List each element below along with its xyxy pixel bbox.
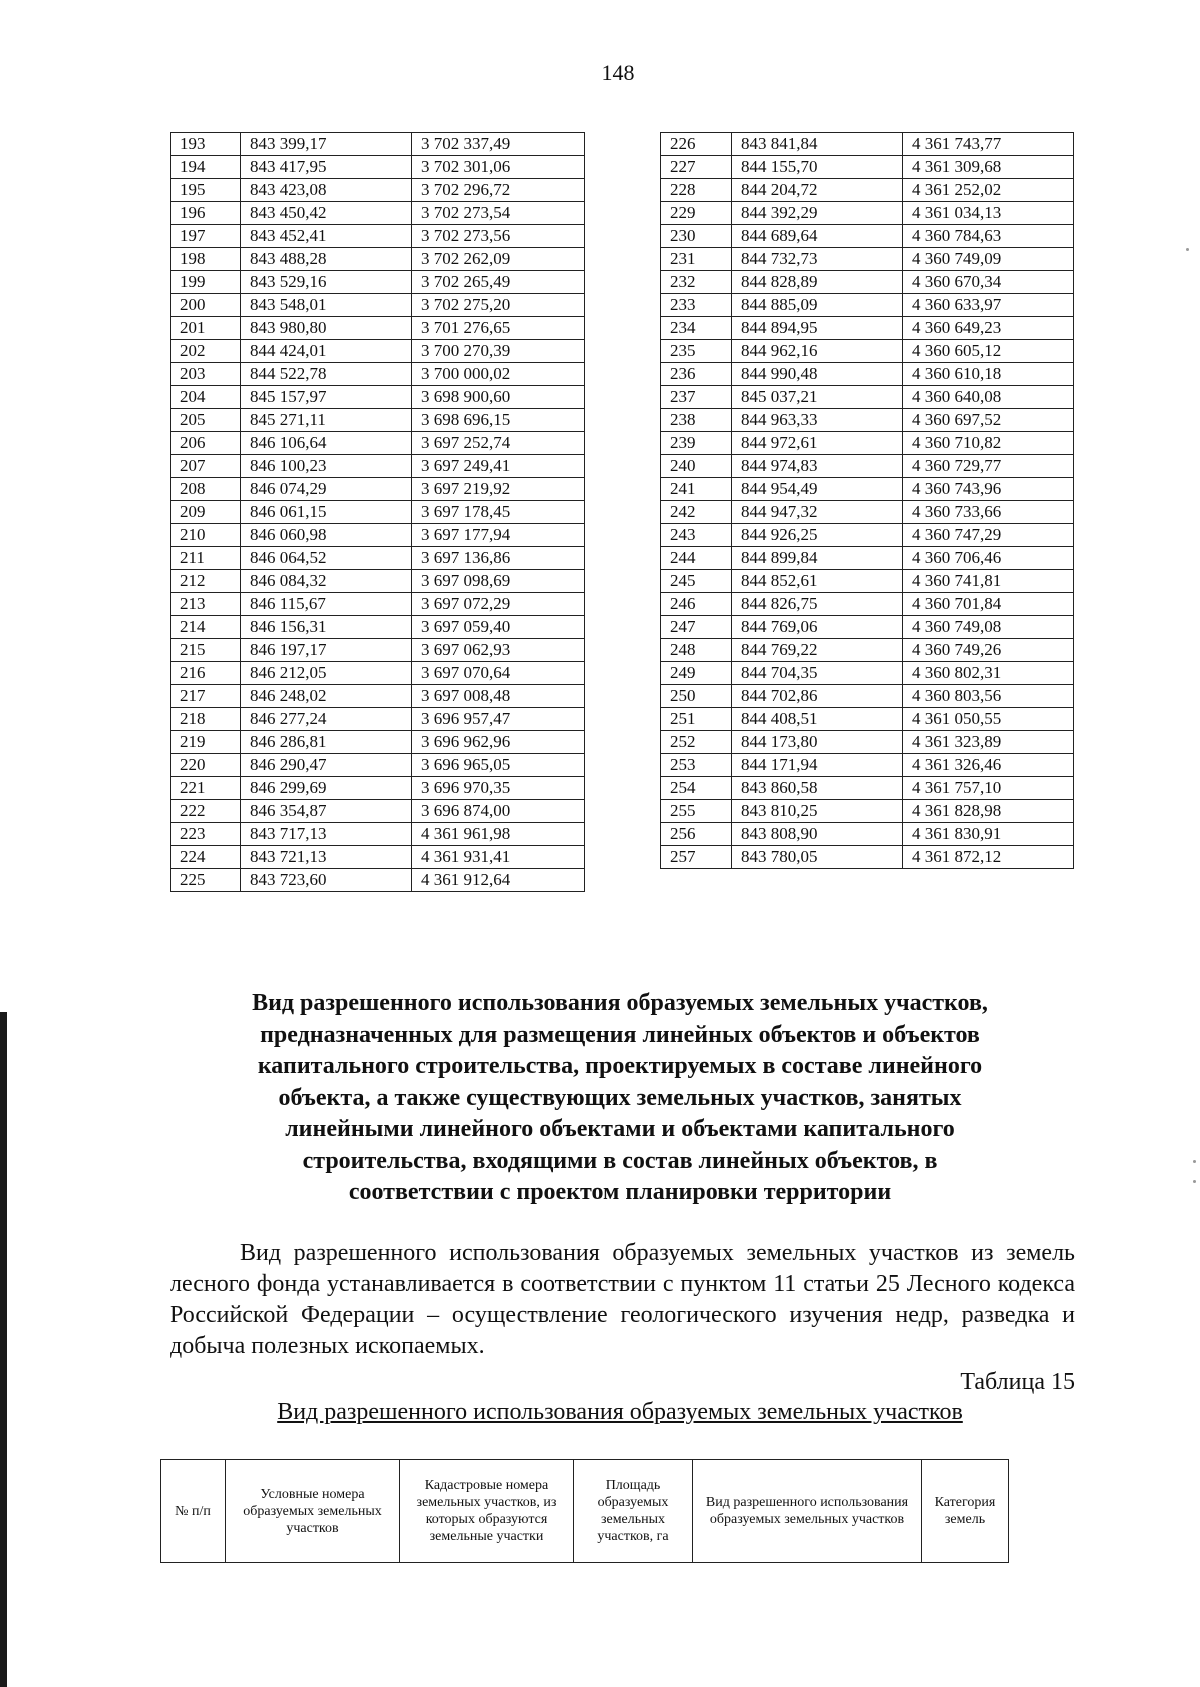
- coordinate-row: [661, 616, 1074, 639]
- coordinate-x: 845 037,21: [732, 386, 903, 409]
- coordinate-y: 4 360 747,29: [903, 524, 1074, 547]
- coordinate-x: 846 115,67: [241, 593, 412, 616]
- point-number: 216: [171, 662, 241, 685]
- coordinate-row: [661, 547, 1074, 570]
- coordinate-x: 843 723,60: [241, 869, 412, 892]
- coordinate-y: 4 361 757,10: [903, 777, 1074, 800]
- coordinate-x: 843 780,05: [732, 846, 903, 869]
- coordinate-x: 844 947,32: [732, 501, 903, 524]
- coordinate-x: 844 972,61: [732, 432, 903, 455]
- coordinate-x: 846 277,24: [241, 708, 412, 731]
- point-number: 246: [661, 593, 732, 616]
- coordinate-x: 844 392,29: [732, 202, 903, 225]
- coordinate-x: 846 290,47: [241, 754, 412, 777]
- point-number: 251: [661, 708, 732, 731]
- table-caption: Вид разрешенного использования образуемых земельных участков: [277, 1399, 963, 1425]
- coordinate-x: 846 061,15: [241, 501, 412, 524]
- point-number: 240: [661, 455, 732, 478]
- coordinate-x: 844 704,35: [732, 662, 903, 685]
- coordinate-row: [171, 800, 585, 823]
- coordinate-y: 3 696 957,47: [412, 708, 585, 731]
- coordinate-y: 4 360 749,09: [903, 248, 1074, 271]
- coordinate-x: 844 974,83: [732, 455, 903, 478]
- coordinate-y: 4 361 743,77: [903, 133, 1074, 156]
- point-number: 242: [661, 501, 732, 524]
- point-number: 222: [171, 800, 241, 823]
- coordinate-y: 3 702 262,09: [412, 248, 585, 271]
- coordinate-x: 843 450,42: [241, 202, 412, 225]
- coordinate-row: [661, 823, 1074, 846]
- coordinate-row: [171, 685, 585, 708]
- coordinate-x: 845 157,97: [241, 386, 412, 409]
- point-number: 227: [661, 156, 732, 179]
- point-number: 248: [661, 639, 732, 662]
- coordinate-y: 4 360 803,56: [903, 685, 1074, 708]
- coordinate-y: 3 702 275,20: [412, 294, 585, 317]
- header-conventional-numbers: Условные номера образуемых земельных участков: [226, 1460, 400, 1563]
- coordinate-y: 4 361 872,12: [903, 846, 1074, 869]
- header-permitted-use: Вид разрешенного использования образуемых земельных участков: [693, 1460, 922, 1563]
- coordinate-y: 4 360 741,81: [903, 570, 1074, 593]
- coordinate-x: 846 212,05: [241, 662, 412, 685]
- point-number: 244: [661, 547, 732, 570]
- header-number: № п/п: [161, 1460, 226, 1563]
- coordinate-x: 844 769,22: [732, 639, 903, 662]
- coordinate-y: 3 697 252,74: [412, 432, 585, 455]
- coordinate-y: 3 702 273,56: [412, 225, 585, 248]
- point-number: 232: [661, 271, 732, 294]
- coordinate-y: 3 696 962,96: [412, 731, 585, 754]
- coordinate-row: [661, 639, 1074, 662]
- point-number: 196: [171, 202, 241, 225]
- coordinate-y: 4 360 802,31: [903, 662, 1074, 685]
- point-number: 214: [171, 616, 241, 639]
- point-number: 209: [171, 501, 241, 524]
- coordinate-row: [661, 731, 1074, 754]
- coordinate-row: [171, 363, 585, 386]
- coordinate-x: 843 980,80: [241, 317, 412, 340]
- point-number: 217: [171, 685, 241, 708]
- coordinate-y: 3 697 249,41: [412, 455, 585, 478]
- coordinate-x: 844 826,75: [732, 593, 903, 616]
- point-number: 249: [661, 662, 732, 685]
- coordinate-row: [661, 202, 1074, 225]
- coordinate-row: [171, 662, 585, 685]
- coordinate-row: [661, 662, 1074, 685]
- coordinate-x: 843 808,90: [732, 823, 903, 846]
- point-number: 239: [661, 432, 732, 455]
- coordinate-y: 3 697 098,69: [412, 570, 585, 593]
- coordinate-y: 4 361 912,64: [412, 869, 585, 892]
- coordinate-row: [661, 685, 1074, 708]
- point-number: 257: [661, 846, 732, 869]
- point-number: 198: [171, 248, 241, 271]
- coordinate-x: 845 271,11: [241, 409, 412, 432]
- coordinate-row: [661, 593, 1074, 616]
- coordinate-row: [661, 271, 1074, 294]
- coordinate-x: 843 417,95: [241, 156, 412, 179]
- coordinate-row: [171, 616, 585, 639]
- point-number: 224: [171, 846, 241, 869]
- heading-line: капитального строительства, проектируемых в составе линейного: [257, 1053, 983, 1079]
- coordinate-row: [661, 409, 1074, 432]
- coordinate-x: 846 106,64: [241, 432, 412, 455]
- coordinate-row: [661, 363, 1074, 386]
- coordinate-x: 844 408,51: [732, 708, 903, 731]
- coordinate-row: [171, 294, 585, 317]
- coordinate-row: [171, 340, 585, 363]
- coordinate-y: 4 361 309,68: [903, 156, 1074, 179]
- scan-speck: [1186, 248, 1189, 251]
- coordinate-y: 3 697 059,40: [412, 616, 585, 639]
- coordinate-x: 843 399,17: [241, 133, 412, 156]
- coordinate-x: 843 841,84: [732, 133, 903, 156]
- coordinate-x: 844 828,89: [732, 271, 903, 294]
- coordinate-x: 843 810,25: [732, 800, 903, 823]
- coordinate-row: [661, 225, 1074, 248]
- coordinate-x: 844 424,01: [241, 340, 412, 363]
- point-number: 225: [171, 869, 241, 892]
- point-number: 233: [661, 294, 732, 317]
- coordinate-x: 844 702,86: [732, 685, 903, 708]
- point-number: 231: [661, 248, 732, 271]
- scan-speck: [1193, 1180, 1196, 1183]
- coordinate-row: [171, 455, 585, 478]
- coordinate-row: [661, 432, 1074, 455]
- point-number: 218: [171, 708, 241, 731]
- point-number: 203: [171, 363, 241, 386]
- point-number: 254: [661, 777, 732, 800]
- coordinate-x: 844 990,48: [732, 363, 903, 386]
- coordinate-x: 844 769,06: [732, 616, 903, 639]
- coordinate-x: 843 717,13: [241, 823, 412, 846]
- coordinate-row: [171, 823, 585, 846]
- coordinate-x: 844 894,95: [732, 317, 903, 340]
- coordinate-y: 3 697 070,64: [412, 662, 585, 685]
- coordinate-y: 3 697 062,93: [412, 639, 585, 662]
- coordinate-y: 4 360 749,26: [903, 639, 1074, 662]
- point-number: 230: [661, 225, 732, 248]
- coordinate-row: [171, 248, 585, 271]
- coordinate-y: 4 360 701,84: [903, 593, 1074, 616]
- coordinate-y: 4 361 252,02: [903, 179, 1074, 202]
- coordinate-row: [171, 524, 585, 547]
- coordinate-y: 3 697 072,29: [412, 593, 585, 616]
- coordinate-row: [661, 317, 1074, 340]
- point-number: 213: [171, 593, 241, 616]
- coordinate-y: 4 360 610,18: [903, 363, 1074, 386]
- coordinate-x: 843 548,01: [241, 294, 412, 317]
- coordinate-y: 3 700 270,39: [412, 340, 585, 363]
- coordinate-row: [661, 340, 1074, 363]
- coordinate-row: [661, 754, 1074, 777]
- point-number: 199: [171, 271, 241, 294]
- coordinate-y: 3 702 301,06: [412, 156, 585, 179]
- coordinate-y: 4 360 743,96: [903, 478, 1074, 501]
- coordinate-y: 4 360 733,66: [903, 501, 1074, 524]
- coordinate-x: 844 899,84: [732, 547, 903, 570]
- coordinate-x: 846 064,52: [241, 547, 412, 570]
- coordinate-row: [661, 294, 1074, 317]
- coordinate-y: 4 361 931,41: [412, 846, 585, 869]
- table-number-label: Таблица 15: [960, 1369, 1075, 1395]
- coordinate-x: 844 954,49: [732, 478, 903, 501]
- coordinate-row: [661, 156, 1074, 179]
- coordinate-y: 3 697 136,86: [412, 547, 585, 570]
- point-number: 202: [171, 340, 241, 363]
- point-number: 236: [661, 363, 732, 386]
- point-number: 247: [661, 616, 732, 639]
- coordinate-row: [171, 777, 585, 800]
- coordinate-row: [171, 547, 585, 570]
- coordinate-y: 3 697 177,94: [412, 524, 585, 547]
- point-number: 226: [661, 133, 732, 156]
- point-number: 195: [171, 179, 241, 202]
- point-number: 235: [661, 340, 732, 363]
- coordinate-x: 843 488,28: [241, 248, 412, 271]
- coordinate-y: 4 360 649,23: [903, 317, 1074, 340]
- heading-line: объекта, а также существующих земельных участков, занятых: [278, 1084, 962, 1111]
- coordinate-x: 844 885,09: [732, 294, 903, 317]
- coordinate-x: 844 522,78: [241, 363, 412, 386]
- coordinate-y: 4 361 323,89: [903, 731, 1074, 754]
- point-number: 229: [661, 202, 732, 225]
- coordinate-x: 846 248,02: [241, 685, 412, 708]
- point-number: 234: [661, 317, 732, 340]
- point-number: 207: [171, 455, 241, 478]
- point-number: 221: [171, 777, 241, 800]
- coordinate-y: 4 360 605,12: [903, 340, 1074, 363]
- coordinate-x: 846 100,23: [241, 455, 412, 478]
- coordinate-x: 843 860,58: [732, 777, 903, 800]
- coordinate-x: 846 286,81: [241, 731, 412, 754]
- coordinate-row: [171, 432, 585, 455]
- land-use-table: [160, 1459, 1009, 1563]
- coordinate-x: 844 171,94: [732, 754, 903, 777]
- point-number: 228: [661, 179, 732, 202]
- coordinate-x: 844 852,61: [732, 570, 903, 593]
- coordinate-y: 4 361 961,98: [412, 823, 585, 846]
- header-cadastral-numbers: Кадастровые номера земельных участков, из которых образуются земельные участки: [400, 1460, 574, 1563]
- point-number: 223: [171, 823, 241, 846]
- point-number: 194: [171, 156, 241, 179]
- point-number: 193: [171, 133, 241, 156]
- coordinate-row: [171, 731, 585, 754]
- coordinate-row: [661, 478, 1074, 501]
- point-number: 238: [661, 409, 732, 432]
- coordinate-y: 3 696 965,05: [412, 754, 585, 777]
- coordinate-y: 4 360 749,08: [903, 616, 1074, 639]
- coordinate-x: 846 354,87: [241, 800, 412, 823]
- coordinate-y: 4 360 640,08: [903, 386, 1074, 409]
- coordinate-x: 844 732,73: [732, 248, 903, 271]
- coordinate-y: 3 696 874,00: [412, 800, 585, 823]
- point-number: 205: [171, 409, 241, 432]
- point-number: 206: [171, 432, 241, 455]
- scan-speck: [1193, 1160, 1196, 1163]
- coordinate-row: [661, 248, 1074, 271]
- coordinate-x: 844 962,16: [732, 340, 903, 363]
- coordinate-row: [171, 409, 585, 432]
- coordinate-y: 3 702 296,72: [412, 179, 585, 202]
- coordinate-row: [171, 846, 585, 869]
- coordinate-x: 844 155,70: [732, 156, 903, 179]
- coordinate-y: 4 360 706,46: [903, 547, 1074, 570]
- heading-line: Вид разрешенного использования образуемых земельных участков,: [252, 990, 988, 1016]
- coordinate-row: [171, 386, 585, 409]
- coordinate-row: [661, 179, 1074, 202]
- coordinate-row: [171, 593, 585, 616]
- coordinate-x: 844 926,25: [732, 524, 903, 547]
- coordinate-row: [171, 202, 585, 225]
- coordinate-x: 846 156,31: [241, 616, 412, 639]
- coordinate-y: 3 702 337,49: [412, 133, 585, 156]
- point-number: 201: [171, 317, 241, 340]
- body-paragraph: Вид разрешенного использования образуемых земельных участков из земель лесного фонда устанавливается в соответствии с пунктом 11 статьи 25 Лесного кодекса Российской Федерации – осуществление геологического изучения недр, разведка и добыча полезных ископаемых.: [170, 1240, 1075, 1359]
- coordinates-table-left: [170, 132, 585, 892]
- point-number: 252: [661, 731, 732, 754]
- point-number: 253: [661, 754, 732, 777]
- heading-line: линейными линейного объектами и объектами капитального: [285, 1116, 955, 1142]
- coordinate-row: [661, 455, 1074, 478]
- coordinate-row: [171, 317, 585, 340]
- coordinate-x: 843 721,13: [241, 846, 412, 869]
- header-area: Площадь образуемых земельных участков, га: [574, 1460, 693, 1563]
- point-number: 210: [171, 524, 241, 547]
- coordinate-row: [661, 570, 1074, 593]
- coordinate-row: [171, 570, 585, 593]
- coordinate-y: 3 702 265,49: [412, 271, 585, 294]
- point-number: 243: [661, 524, 732, 547]
- point-number: 212: [171, 570, 241, 593]
- coordinate-row: [171, 225, 585, 248]
- coordinate-y: 4 360 670,34: [903, 271, 1074, 294]
- point-number: 245: [661, 570, 732, 593]
- point-number: 208: [171, 478, 241, 501]
- coordinate-y: 4 360 729,77: [903, 455, 1074, 478]
- coordinate-x: 844 204,72: [732, 179, 903, 202]
- coordinate-y: 4 360 784,63: [903, 225, 1074, 248]
- coordinate-x: 846 084,32: [241, 570, 412, 593]
- table-header-row: [161, 1460, 1009, 1563]
- coordinate-x: 843 452,41: [241, 225, 412, 248]
- coordinate-y: 3 697 178,45: [412, 501, 585, 524]
- coordinate-y: 3 698 696,15: [412, 409, 585, 432]
- coordinate-row: [661, 501, 1074, 524]
- coordinate-y: 4 361 326,46: [903, 754, 1074, 777]
- coordinate-row: [171, 156, 585, 179]
- coordinate-y: 3 697 008,48: [412, 685, 585, 708]
- coordinate-row: [661, 800, 1074, 823]
- coordinate-row: [171, 271, 585, 294]
- coordinate-x: 846 197,17: [241, 639, 412, 662]
- coordinate-y: 4 360 710,82: [903, 432, 1074, 455]
- coordinate-x: 844 963,33: [732, 409, 903, 432]
- coordinate-row: [171, 179, 585, 202]
- coordinate-y: 4 360 697,52: [903, 409, 1074, 432]
- coordinate-row: [171, 639, 585, 662]
- point-number: 200: [171, 294, 241, 317]
- coordinate-x: 846 074,29: [241, 478, 412, 501]
- coordinate-row: [171, 133, 585, 156]
- point-number: 220: [171, 754, 241, 777]
- coordinate-y: 4 361 050,55: [903, 708, 1074, 731]
- coordinate-row: [171, 708, 585, 731]
- section-heading: [170, 988, 1070, 1209]
- coordinate-row: [661, 708, 1074, 731]
- point-number: 256: [661, 823, 732, 846]
- point-number: 237: [661, 386, 732, 409]
- point-number: 241: [661, 478, 732, 501]
- point-number: 250: [661, 685, 732, 708]
- heading-line: строительства, входящими в состав линейных объектов, в: [302, 1147, 938, 1174]
- coordinate-row: [171, 754, 585, 777]
- coordinate-y: 3 698 900,60: [412, 386, 585, 409]
- coordinate-x: 843 423,08: [241, 179, 412, 202]
- point-number: 204: [171, 386, 241, 409]
- coordinate-x: 846 060,98: [241, 524, 412, 547]
- coordinate-row: [171, 501, 585, 524]
- coordinate-y: 3 697 219,92: [412, 478, 585, 501]
- point-number: 219: [171, 731, 241, 754]
- coordinate-row: [661, 777, 1074, 800]
- coordinate-y: 4 360 633,97: [903, 294, 1074, 317]
- page-number: 148: [601, 60, 635, 85]
- coordinate-row: [171, 869, 585, 892]
- coordinate-x: 844 173,80: [732, 731, 903, 754]
- point-number: 255: [661, 800, 732, 823]
- heading-line: предназначенных для размещения линейных объектов и объектов: [260, 1021, 980, 1048]
- coordinate-row: [171, 478, 585, 501]
- coordinate-row: [661, 133, 1074, 156]
- coordinate-y: 4 361 034,13: [903, 202, 1074, 225]
- heading-line: соответствии с проектом планировки территории: [348, 1179, 892, 1205]
- coordinate-y: 3 696 970,35: [412, 777, 585, 800]
- coordinate-y: 3 702 273,54: [412, 202, 585, 225]
- coordinate-x: 843 529,16: [241, 271, 412, 294]
- coordinate-row: [661, 846, 1074, 869]
- coordinate-row: [661, 524, 1074, 547]
- point-number: 211: [171, 547, 241, 570]
- coordinate-row: [661, 386, 1074, 409]
- coordinates-table-right: [660, 132, 1074, 869]
- header-land-category: Категория земель: [922, 1460, 1009, 1563]
- point-number: 215: [171, 639, 241, 662]
- coordinate-y: 4 361 830,91: [903, 823, 1074, 846]
- scan-margin-bar: [0, 1012, 7, 1687]
- coordinate-y: 4 361 828,98: [903, 800, 1074, 823]
- coordinate-y: 3 701 276,65: [412, 317, 585, 340]
- coordinate-y: 3 700 000,02: [412, 363, 585, 386]
- point-number: 197: [171, 225, 241, 248]
- coordinate-x: 846 299,69: [241, 777, 412, 800]
- coordinate-x: 844 689,64: [732, 225, 903, 248]
